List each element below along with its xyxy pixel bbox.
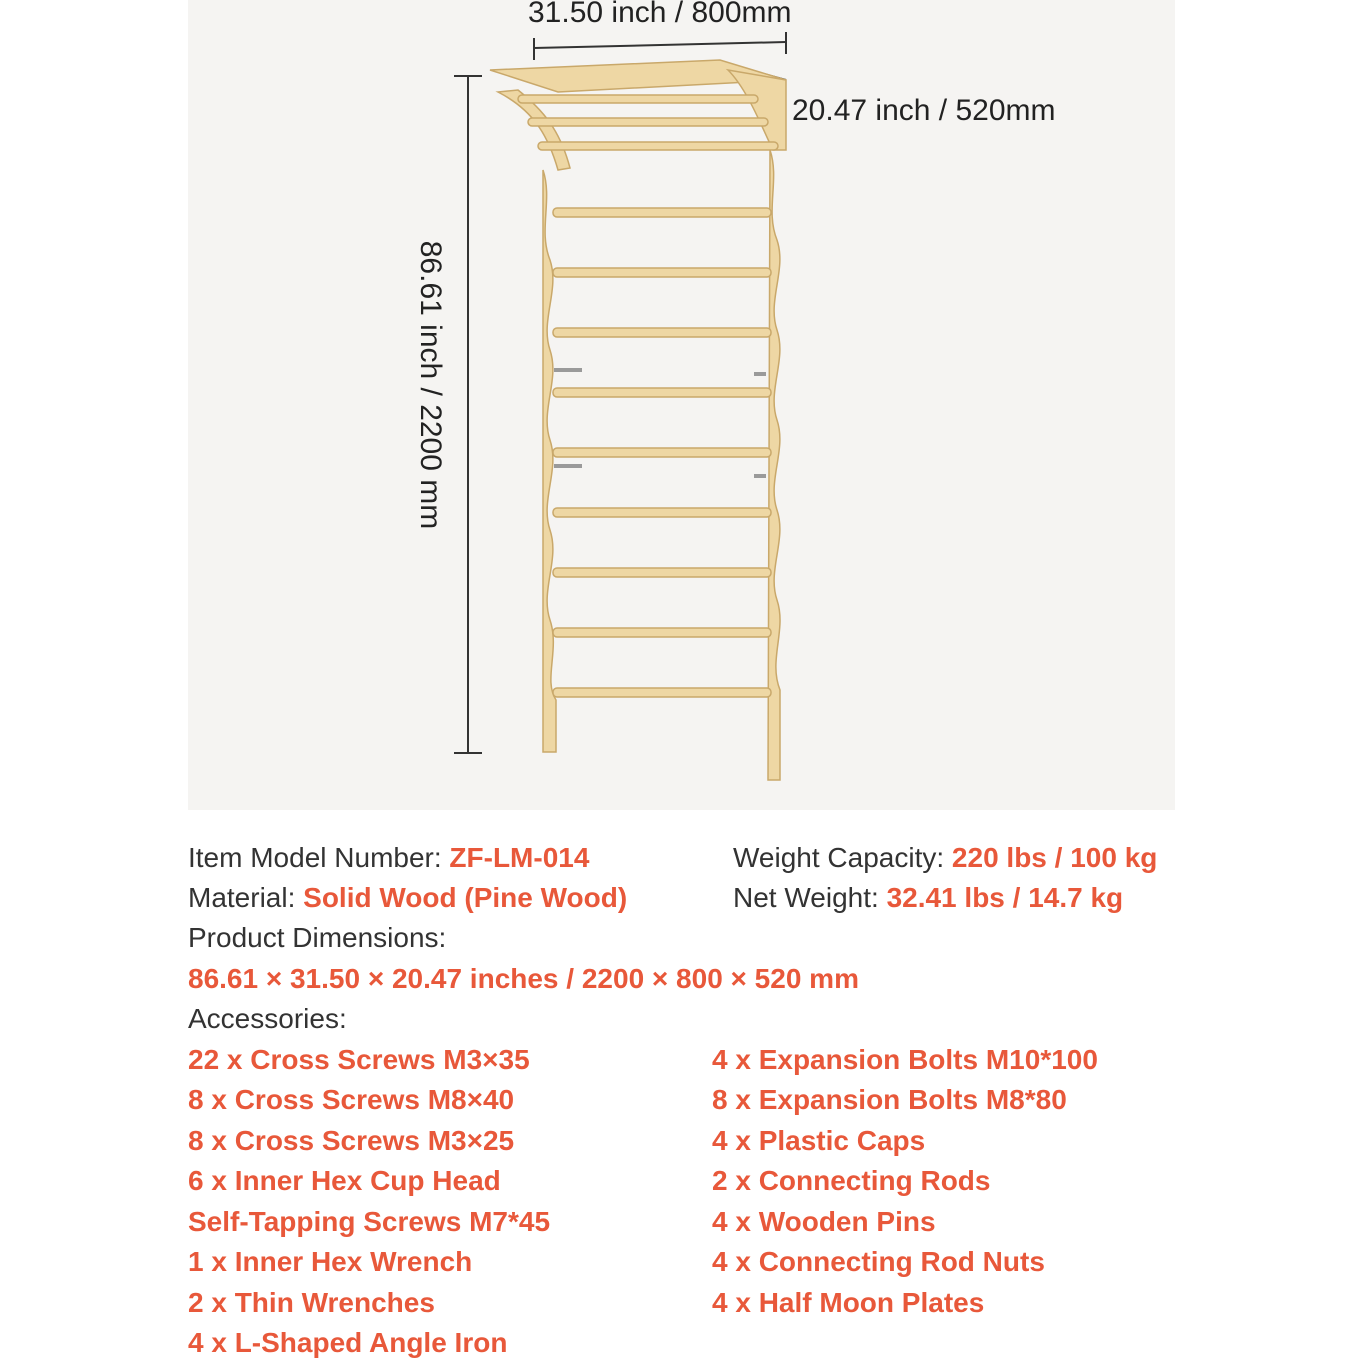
net-weight-label: Net Weight: xyxy=(733,882,879,913)
product-dimensions-label: Product Dimensions: xyxy=(188,922,447,953)
list-item: 6 x Inner Hex Cup Head xyxy=(188,1165,501,1196)
list-item: 8 x Cross Screws M8×40 xyxy=(188,1084,515,1115)
product-dimensions-value: 86.61 × 31.50 × 20.47 inches / 2200 × 800 × 520 mm xyxy=(188,963,859,994)
list-item: 2 x Thin Wrenches xyxy=(188,1287,435,1318)
model-number-value: ZF-LM-014 xyxy=(449,842,590,873)
model-number-row xyxy=(188,840,589,876)
list-item: 4 x Expansion Bolts M10*100 xyxy=(712,1044,1098,1075)
list-item: 4 x Wooden Pins xyxy=(712,1206,936,1237)
list-item: 1 x Inner Hex Wrench xyxy=(188,1246,473,1277)
list-item: 4 x L-Shaped Angle Iron xyxy=(188,1327,508,1358)
product-dimensions-value-row xyxy=(188,961,859,997)
list-item: Self-Tapping Screws M7*45 xyxy=(188,1206,551,1237)
accessories-label-row xyxy=(188,1001,347,1037)
list-item: 4 x Connecting Rod Nuts xyxy=(712,1246,1045,1277)
list-item: 4 x Plastic Caps xyxy=(712,1125,926,1156)
model-number-label: Item Model Number: xyxy=(188,842,442,873)
weight-capacity-row xyxy=(733,840,1157,876)
product-dimensions-label-row xyxy=(188,920,446,956)
list-item: 22 x Cross Screws M3×35 xyxy=(188,1044,530,1075)
list-item: 2 x Connecting Rods xyxy=(712,1165,991,1196)
weight-capacity-value: 220 lbs / 100 kg xyxy=(951,842,1158,873)
list-item: 8 x Cross Screws M3×25 xyxy=(188,1125,515,1156)
width-dimension: 31.50 inch / 800mm xyxy=(528,0,792,29)
material-value: Solid Wood (Pine Wood) xyxy=(303,882,628,913)
weight-capacity-label: Weight Capacity: xyxy=(733,842,945,873)
list-item: 4 x Half Moon Plates xyxy=(712,1287,985,1318)
accessories-label: Accessories: xyxy=(188,1003,347,1034)
height-dimension: 86.61 inch / 2200 mm xyxy=(414,240,447,530)
product-photo xyxy=(188,0,1175,810)
material-label: Material: xyxy=(188,882,296,913)
net-weight-value: 32.41 lbs / 14.7 kg xyxy=(886,882,1124,913)
pullup-bar xyxy=(490,60,786,170)
material-row xyxy=(188,880,627,916)
net-weight-row xyxy=(733,880,1123,916)
depth-dimension: 20.47 inch / 520mm xyxy=(792,94,1056,127)
list-item: 8 x Expansion Bolts M8*80 xyxy=(712,1084,1067,1115)
mounting-brackets xyxy=(554,368,766,478)
